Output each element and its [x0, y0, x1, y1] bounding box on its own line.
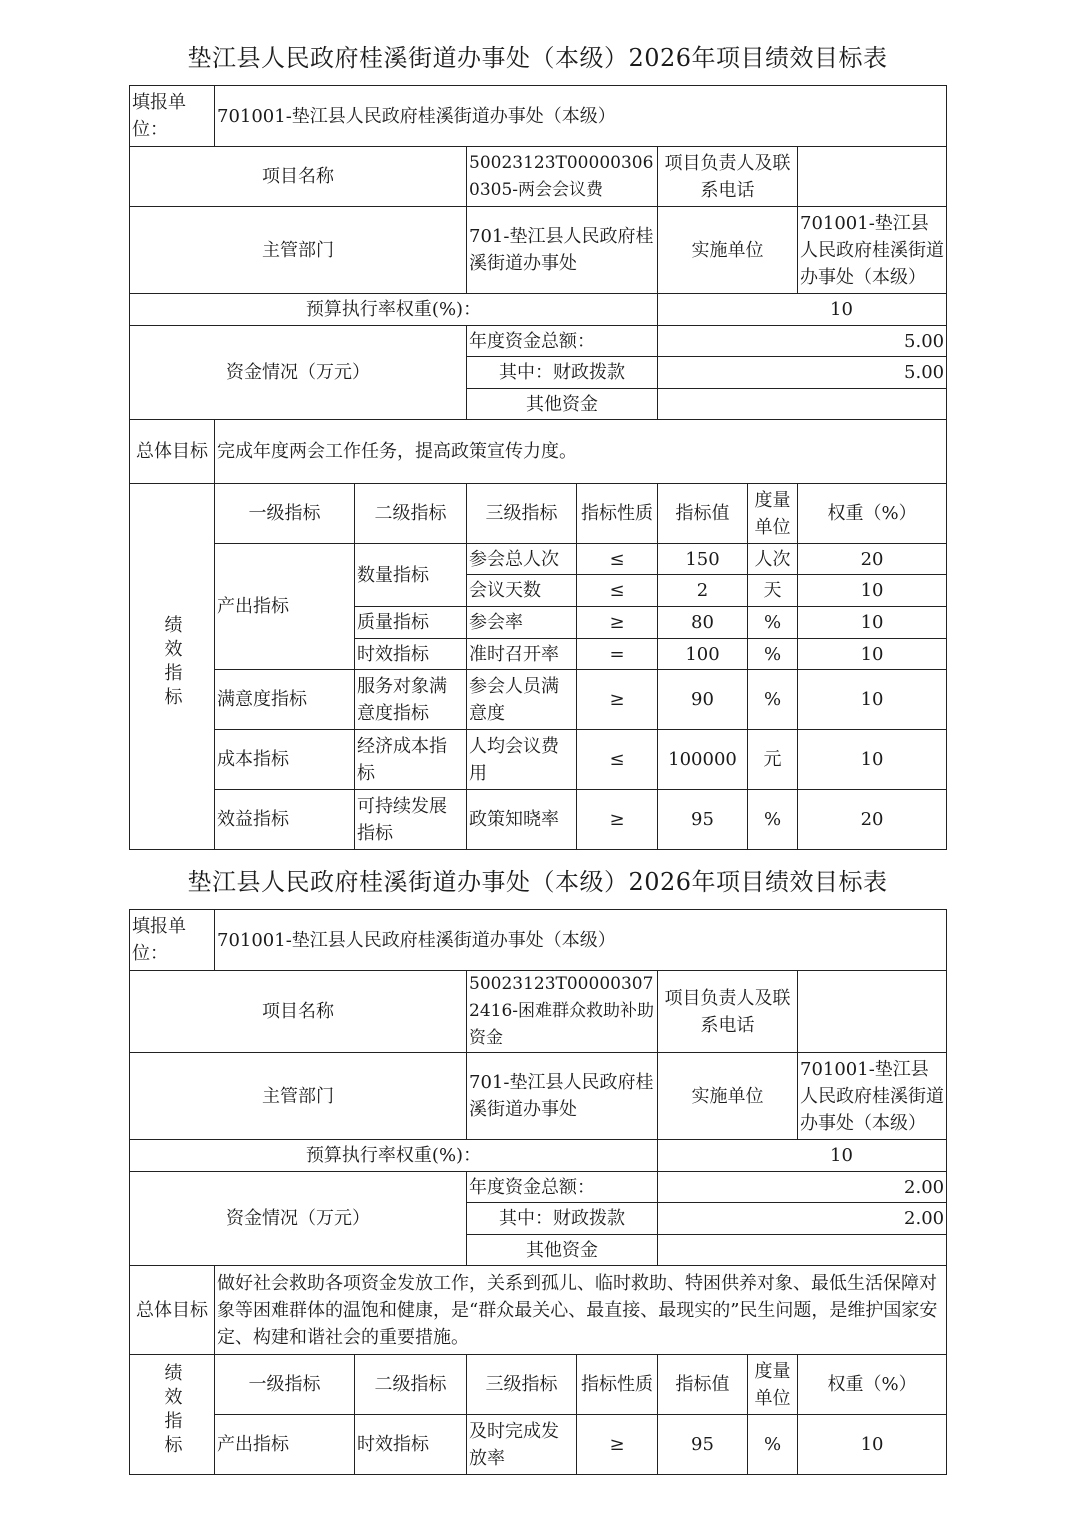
header-l3: 三级指标 [467, 1355, 577, 1415]
l3-cell: 会议天数 [467, 575, 577, 607]
nature-cell: ≤ [577, 730, 658, 790]
header-unit: 度量单位 [748, 1355, 798, 1415]
l2-cell: 时效指标 [355, 639, 467, 670]
impl-label: 实施单位 [658, 207, 798, 294]
annual-total-label: 年度资金总额： [467, 1172, 658, 1203]
unit-label: 填报单位： [130, 86, 215, 147]
project-name-value: 50023123T000003072416-困难群众救助补助资金 [467, 971, 658, 1053]
l2-cell: 数量指标 [355, 544, 467, 607]
leader-label: 项目负责人及联系电话 [658, 147, 798, 207]
l3-cell: 人均会议费用 [467, 730, 577, 790]
funds-label: 资金情况（万元） [130, 1172, 467, 1266]
value-cell: 95 [658, 790, 748, 850]
header-value: 指标值 [658, 1355, 748, 1415]
leader-value [798, 971, 947, 1053]
budget-rate-value: 10 [658, 294, 947, 326]
header-value: 指标值 [658, 484, 748, 544]
fiscal-value: 5.00 [658, 357, 947, 389]
funds-label: 资金情况（万元） [130, 326, 467, 420]
unit-cell: 人次 [748, 544, 798, 575]
l2-cell: 时效指标 [355, 1415, 467, 1475]
nature-cell: ≥ [577, 607, 658, 639]
unit-cell: % [748, 1415, 798, 1475]
l3-cell: 准时召开率 [467, 639, 577, 670]
header-weight: 权重（%） [798, 484, 947, 544]
header-l1: 一级指标 [215, 484, 355, 544]
value-cell: 100000 [658, 730, 748, 790]
unit-value: 701001-垫江县人民政府桂溪街道办事处（本级） [215, 910, 947, 971]
annual-total-label: 年度资金总额： [467, 326, 658, 357]
value-cell: 2 [658, 575, 748, 607]
unit-cell: 天 [748, 575, 798, 607]
annual-total-value: 2.00 [658, 1172, 947, 1203]
leader-value [798, 147, 947, 207]
nature-cell: ≤ [577, 544, 658, 575]
dept-label: 主管部门 [130, 207, 467, 294]
other-value [658, 389, 947, 420]
weight-cell: 20 [798, 790, 947, 850]
l1-cell: 产出指标 [215, 544, 355, 670]
weight-cell: 10 [798, 1415, 947, 1475]
weight-cell: 10 [798, 575, 947, 607]
header-l3: 三级指标 [467, 484, 577, 544]
perf-label: 绩效指标 [130, 484, 215, 850]
value-cell: 100 [658, 639, 748, 670]
header-l2: 二级指标 [355, 1355, 467, 1415]
goal-value: 完成年度两会工作任务，提高政策宣传力度。 [215, 420, 947, 484]
budget-rate-label: 预算执行率权重(%)： [130, 294, 658, 326]
perf-label: 绩效指标 [130, 1355, 215, 1475]
performance-table [129, 85, 947, 850]
nature-cell: ≥ [577, 790, 658, 850]
project-name-label: 项目名称 [130, 147, 467, 207]
l1-cell: 成本指标 [215, 730, 355, 790]
header-weight: 权重（%） [798, 1355, 947, 1415]
table-row [130, 790, 947, 850]
unit-cell: % [748, 790, 798, 850]
weight-cell: 20 [798, 544, 947, 575]
header-nature: 指标性质 [577, 484, 658, 544]
project-name-value: 50023123T000003060305-两会会议费 [467, 147, 658, 207]
table-row [130, 730, 947, 790]
impl-value: 701001-垫江县人民政府桂溪街道办事处（本级） [798, 1053, 947, 1140]
value-cell: 80 [658, 607, 748, 639]
weight-cell: 10 [798, 670, 947, 730]
impl-value: 701001-垫江县人民政府桂溪街道办事处（本级） [798, 207, 947, 294]
project-name-label: 项目名称 [130, 971, 467, 1053]
unit-label: 填报单位： [130, 910, 215, 971]
dept-label: 主管部门 [130, 1053, 467, 1140]
l2-cell: 服务对象满意度指标 [355, 670, 467, 730]
page-title-2: 垫江县人民政府桂溪街道办事处（本级）2026年项目绩效目标表 [187, 868, 888, 896]
l3-cell: 参会率 [467, 607, 577, 639]
performance-table-2 [129, 909, 947, 1475]
l3-cell: 参会总人次 [467, 544, 577, 575]
goal-value: 做好社会救助各项资金发放工作，关系到孤儿、临时救助、特困供养对象、最低生活保障对象等困难群体的温饱和健康，是“群众最关心、最直接、最现实的”民生问题，是维护国家安定、构建和谐社会的重要措施。 [215, 1266, 947, 1355]
impl-label: 实施单位 [658, 1053, 798, 1140]
fiscal-label: 其中：财政拨款 [467, 1203, 658, 1235]
header-l1: 一级指标 [215, 1355, 355, 1415]
other-label: 其他资金 [467, 389, 658, 420]
page-title: 垫江县人民政府桂溪街道办事处（本级）2026年项目绩效目标表 [187, 44, 888, 72]
l1-cell: 满意度指标 [215, 670, 355, 730]
unit-value: 701001-垫江县人民政府桂溪街道办事处（本级） [215, 86, 947, 147]
other-value [658, 1235, 947, 1266]
weight-cell: 10 [798, 607, 947, 639]
l3-cell: 参会人员满意度 [467, 670, 577, 730]
nature-cell: = [577, 639, 658, 670]
weight-cell: 10 [798, 639, 947, 670]
l2-cell: 经济成本指标 [355, 730, 467, 790]
l3-cell: 及时完成发放率 [467, 1415, 577, 1475]
leader-label: 项目负责人及联系电话 [658, 971, 798, 1053]
unit-cell: 元 [748, 730, 798, 790]
nature-cell: ≤ [577, 575, 658, 607]
header-l2: 二级指标 [355, 484, 467, 544]
l1-cell: 效益指标 [215, 790, 355, 850]
value-cell: 95 [658, 1415, 748, 1475]
table-row [130, 670, 947, 730]
table-row [130, 1415, 947, 1475]
unit-cell: % [748, 670, 798, 730]
unit-cell: % [748, 639, 798, 670]
weight-cell: 10 [798, 730, 947, 790]
unit-cell: % [748, 607, 798, 639]
budget-rate-value: 10 [658, 1140, 947, 1172]
fiscal-value: 2.00 [658, 1203, 947, 1235]
l3-cell: 政策知晓率 [467, 790, 577, 850]
l2-cell: 可持续发展指标 [355, 790, 467, 850]
other-label: 其他资金 [467, 1235, 658, 1266]
header-unit: 度量单位 [748, 484, 798, 544]
nature-cell: ≥ [577, 670, 658, 730]
fiscal-label: 其中：财政拨款 [467, 357, 658, 389]
l2-cell: 质量指标 [355, 607, 467, 639]
goal-label: 总体目标 [130, 1266, 215, 1355]
nature-cell: ≥ [577, 1415, 658, 1475]
budget-rate-label: 预算执行率权重(%)： [130, 1140, 658, 1172]
value-cell: 90 [658, 670, 748, 730]
dept-value: 701-垫江县人民政府桂溪街道办事处 [467, 207, 658, 294]
l1-cell: 产出指标 [215, 1415, 355, 1475]
goal-label: 总体目标 [130, 420, 215, 484]
header-nature: 指标性质 [577, 1355, 658, 1415]
value-cell: 150 [658, 544, 748, 575]
dept-value: 701-垫江县人民政府桂溪街道办事处 [467, 1053, 658, 1140]
table-row [130, 544, 947, 575]
annual-total-value: 5.00 [658, 326, 947, 357]
